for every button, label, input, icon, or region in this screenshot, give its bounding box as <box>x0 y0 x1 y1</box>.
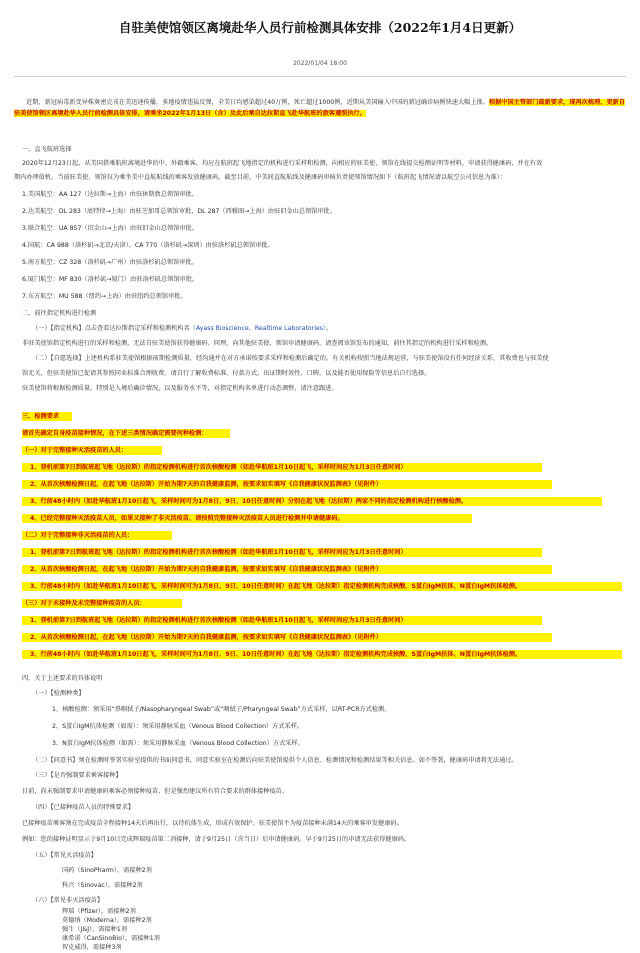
non-inactivated-vaccine-item: 康希诺（CanSinoBio），需接种1剂 <box>62 935 160 942</box>
header-divider <box>14 76 626 77</box>
non-inactivated-vaccine-item: 智克威得，需接种3剂 <box>62 944 122 951</box>
designated-agencies-note: 非驻美使馆指定机构进行的采样和检测，无法自驻美使馆获得健康码。同理，向其他驻美使、领馆申请健康码，请查阅该馆发布的通知，前往其指定的机构进行采样和检测。 <box>22 340 493 347</box>
flight-item: 4.国航：CA 988（洛杉矶→北京/天津）、CA 770（洛杉矶→深圳）由驻洛杉矶总领馆审批。 <box>22 242 274 249</box>
intro-highlight: 根据中国主管部门最新要求，现再次梳理、更新自驻美使馆领区离境赴华人员行前检测具体安排，请乘坐2022年1月13日（含）及此后乘自达拉斯直飞赴华航班的旅客遵照执行。 <box>14 99 626 117</box>
mandatory-vaccination-heading: （三）【是否强制要求乘客接种】 <box>32 772 122 779</box>
group-3-title: （三）对于未接种及未完整接种疫苗的人员： <box>22 599 182 608</box>
flight-item: 5.南方航空：CZ 328（洛杉矶→广州）由驻洛杉矶总领馆审批。 <box>22 259 198 266</box>
section-4-heading: 四、关于上述要求的具体说明 <box>22 675 103 682</box>
inactivated-vaccines-heading: （五）【常见灭活疫苗】 <box>32 852 97 859</box>
non-inactivated-vaccine-item: 强生（J&J），需接种1剂 <box>62 926 127 933</box>
voluntary-choice-line-3: 驻美使馆将根据检测质量，特别是入境后确诊情况，以及服务水平等，对指定机构名单进行动态调整，请注意跟进。 <box>22 385 338 392</box>
page-title: 自驻美使馆领区离境赴华人员行前检测具体安排（2022年1月4日更新） <box>118 20 522 35</box>
designated-agencies-end: 。 <box>326 325 333 332</box>
section-1-paragraph-line-2: 期内办理值机。当前驻美使、领馆仅为乘坐美中直航航线的乘客发放健康码。截至目前，中美间直航航线及健康码审核负责使领馆情况如下（航班起飞情况请以航空公司信息为准）： <box>14 174 506 181</box>
inactivated-vaccine-item: 科兴（Sinovac），需接种2剂 <box>62 882 143 889</box>
group-3-item: 1、登机前第7日到航班起飞地（达拉斯）的指定检测机构进行首次核酸检测（如赴华航班1月10日起飞，采样时间应为1月3日任意时间） <box>22 616 542 625</box>
group-2-title: （二）对于完整接种非灭活疫苗的人员： <box>22 531 172 540</box>
non-inactivated-vaccine-item: 辉瑞（Pfizer），需接种2剂 <box>62 908 136 915</box>
voluntary-choice-line-1: （二）【自愿选择】上述机构系驻美使馆根据前期检测质量，经沟通并在对方承诺按要求采样和检测后确定的。有关机构按照当地法规运营，与驻美使馆没有任何经济关系，其收费也与驻美使 <box>32 355 549 362</box>
flight-item: 2.达美航空：DL 283（底特律→上海）由驻芝加哥总领馆审批、DL 287（西雅图→上海）由驻旧金山总领馆审批。 <box>22 208 336 215</box>
flight-item: 7.东方航空：MU 588（纽约→上海）由驻纽约总领馆审批。 <box>22 293 187 300</box>
publish-date: 2022/01/04 18:00 <box>293 60 347 67</box>
section-3-heading: 三、检测要求 <box>22 412 72 421</box>
group-1-item: 3、行前48小时内（如赴华航班1月10日起飞，采样时间可为1月8日、9日、10日任意时间）分别在起飞地（达拉斯）两家不同的指定检测机构进行核酸检测。 <box>22 497 602 506</box>
vaccinated-requirements-text: 已接种疫苗乘客须在完成疫苗全程接种14天后再出行，以待抗体生成，形成有效保护。驻美使馆不为疫苗接种未满14天的乘客审发健康码。 <box>22 820 403 827</box>
section-3-lead: 请首先确定自身疫苗接种情况，在下述三类情况确定需要何种检测： <box>22 429 230 438</box>
consent-paragraph: （二）【同意书】须在检测时签署实验室提供的书面同意书，同意实验室在检测后向驻美使馆提供个人信息、检测情况和检测结果等相关信息。如不签署，健康码申请将无法通过。 <box>32 757 518 764</box>
group-1-title: （一）对于完整接种灭活疫苗的人员： <box>22 446 162 455</box>
group-3-item: 2、从首次核酸检测日起，在起飞地（达拉斯）开始为期7天的自我健康监测，按要求如实填写《自我健康状况监测表》（见附件） <box>22 633 552 642</box>
inactivated-vaccine-item: 国药（SinoPharm），需接种2剂 <box>62 867 152 874</box>
intro-paragraph <box>14 98 626 119</box>
group-2-item: 2、从首次核酸检测日起，在起飞地（达拉斯）开始为期7天的自我健康监测，按要求如实填写《自我健康状况监测表》（见附件） <box>22 565 552 574</box>
section-1-paragraph-line-1: 2020年12月23日起，从美国搭乘航班离境赴华的中、外籍乘客，均应在航班起飞地指定的机构进行采样和检测，向相应的驻美使、领馆在线提交检测证明等材料，申请获得健康码，并在有效 <box>22 160 543 167</box>
group-3-item: 3、行前48小时内（如赴华航班1月10日起飞，采样时间可为1月8日、9日、10日任意时间）在起飞地（达拉斯）指定检测机构完成核酸、S蛋白IgM抗体、N蛋白IgM抗体检测。 <box>22 650 622 659</box>
voluntary-choice-line-2: 馆无关，但驻美使馆已促请其参照同业标准合理收费。请自行了解收费标准、付款方式、出证期时效性、口碑，以及能否使用保险等信息后自行选择。 <box>22 370 431 377</box>
test-types-heading: （一）【检测种类】 <box>32 690 85 697</box>
designated-agencies-link[interactable]: （Ayass Bioscience、Realtime Laboratories） <box>189 325 327 332</box>
intro-lead: 近期，新冠病毒新变异株奥密克戎在美迅速传播，多地疫情违猛反弹，全美日均感染超过40万例，死亡超过1000例，近期从美国输入中国的新冠确诊病例快速大幅上涨。 <box>26 99 489 106</box>
flight-item: 6.厦门航空：MF 830（洛杉矶→厦门）由驻洛杉矶总领馆审批。 <box>22 276 199 283</box>
section-1-heading: 一、直飞航班选择 <box>22 146 72 153</box>
mandatory-vaccination-text: 目前，尚未强制要求申请健康码乘客必须接种疫苗，但是强烈建议所有符合要求的群体接种疫苗。 <box>22 788 289 795</box>
vaccinated-requirements-heading: （四）【已接种疫苗人员的特殊要求】 <box>32 804 135 811</box>
group-1-item: 1、登机前第7日到航班起飞地（达拉斯）的指定检测机构进行首次核酸检测（如赴华航班1月10日起飞，采样时间应为1月3日任意时间） <box>22 463 542 472</box>
test-type-item: 2、S蛋白IgM抗体检测（如需）：须采用静脉采血（Venous Blood Collection）方式采样。 <box>52 723 304 730</box>
test-type-item: 1、核酸检测：须采用“鼻咽拭子/Nasopharyngeal Swab”或“咽拭子/Pharyngeal Swab”方式采样，以RT-PCR方式检测。 <box>52 706 391 713</box>
flight-item: 3.联合航空：UA 857（旧金山→上海）由驻旧金山总领馆审批。 <box>22 225 198 232</box>
flight-item: 1.美国航空：AA 127（达拉斯→上海）由驻休斯敦总领馆审批。 <box>22 191 198 198</box>
designated-agencies-line <box>32 325 332 333</box>
designated-agencies-label: （一）【指定机构】点击查看达拉斯指定采样和检测机构名 <box>32 325 190 332</box>
non-inactivated-vaccine-item: 莫德纳（Moderna），需接种2剂 <box>62 917 152 924</box>
group-1-item: 4、已经完整接种灭活疫苗人员，如果又接种了非灭活疫苗，请按照完整接种灭活疫苗人员进行检测并申请健康码。 <box>22 514 472 523</box>
group-2-item: 1、登机前第7日到航班起飞地（达拉斯）的指定检测机构进行首次核酸检测（如赴华航班1月10日起飞，采样时间应为1月3日任意时间） <box>22 548 542 557</box>
group-2-item: 3、行前48小时内（如赴华航班1月10日起飞，采样时间可为1月8日、9日、10日任意时间）在起飞地（达拉斯）指定检测机构完成核酸、S蛋白IgM抗体、N蛋白IgM抗体检测。 <box>22 582 622 591</box>
non-inactivated-vaccines-heading: （六）【常见非灭活疫苗】 <box>32 897 104 904</box>
group-1-item: 2、从首次核酸检测日起，在起飞地（达拉斯）开始为期7天的自我健康监测，按要求如实填写《自我健康状况监测表》（见附件） <box>22 480 552 489</box>
test-type-item: 3、N蛋白IgM抗体检测（如需）：须采用静脉采血（Venous Blood Collection）方式采样。 <box>52 740 304 747</box>
vaccinated-requirements-example: 例如：您的接种证明显示于9月10日完成辉瑞疫苗第二剂接种，请于9月25日（含当日）后申请健康码。早于9月25日的申请无法获得健康码。 <box>22 836 411 843</box>
section-2-heading: 二、前往指定机构进行检测 <box>22 310 97 317</box>
